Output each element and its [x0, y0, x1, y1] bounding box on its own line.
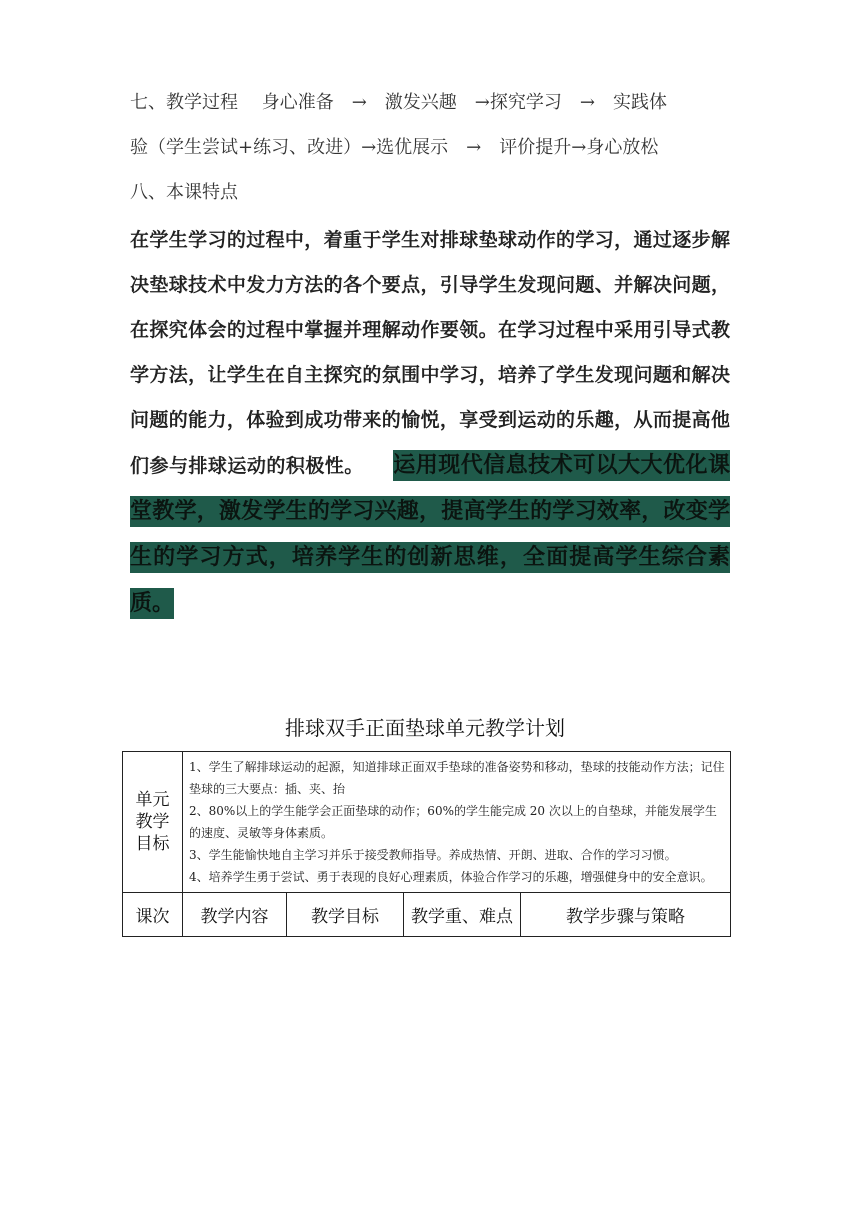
teaching-process-line-1: 七、教学过程 身心准备 → 激发兴趣 →探究学习 → 实践体 — [130, 92, 667, 113]
course-features-paragraph — [130, 218, 730, 627]
column-header-key-points: 教学重、难点 — [404, 893, 521, 937]
unit-goals-content — [183, 752, 731, 893]
section-8-heading: 八、本课特点 — [130, 182, 238, 203]
column-header-content: 教学内容 — [183, 893, 287, 937]
table-header-row — [123, 893, 731, 937]
unit-plan-title: 排球双手正面垫球单元教学计划 — [285, 716, 565, 740]
features-body-text: 在学生学习的过程中，着重于学生对排球垫球动作的学习，通过逐步解决垫球技术中发力方法的各个要点，引导学生发现问题、并解决问题，在探究体会的过程中掌握并理解动作要领。在学习过程中采用引导式教学方法，让学生在自主探究的氛围中学习，培养了学生发现问题和解决问题的能力，体验到成功带来的愉悦，享受到运动的乐趣，从而提高他们参与排球运动的积极性。 — [130, 229, 730, 477]
goal-item: 3、学生能愉快地自主学习并乐于接受教师指导。养成热情、开朗、进取、合作的学习习惯。 — [189, 848, 677, 862]
column-header-objectives: 教学目标 — [287, 893, 404, 937]
highlighted-statement: 运用现代信息技术可以大大优化课堂教学，激发学生的学习兴趣，提高学生的学习效率，改变学生的学习方式，培养学生的创新思维，全面提高学生综合素质。 — [130, 450, 730, 619]
column-header-steps-strategy: 教学步骤与策略 — [521, 893, 731, 937]
goal-item: 2、80%以上的学生能学会正面垫球的动作；60%的学生能完成 20 次以上的自垫球，并能发展学生的速度、灵敏等身体素质。 — [189, 804, 717, 840]
goal-item: 4、培养学生勇于尝试、勇于表现的良好心理素质，体验合作学习的乐趣，增强健身中的安全意识。 — [189, 870, 713, 884]
unit-plan-table — [122, 751, 731, 937]
teaching-process-line-2: 验（学生尝试+练习、改进）→选优展示 → 评价提升→身心放松 — [130, 137, 659, 158]
unit-goals-label: 单元教学目标 — [123, 752, 183, 893]
unit-goals-row — [123, 752, 731, 893]
column-header-lesson: 课次 — [123, 893, 183, 937]
goal-item: 1、学生了解排球运动的起源，知道排球正面双手垫球的准备姿势和移动，垫球的技能动作方法；记住垫球的三大要点：插、夹、抬 — [189, 760, 725, 796]
